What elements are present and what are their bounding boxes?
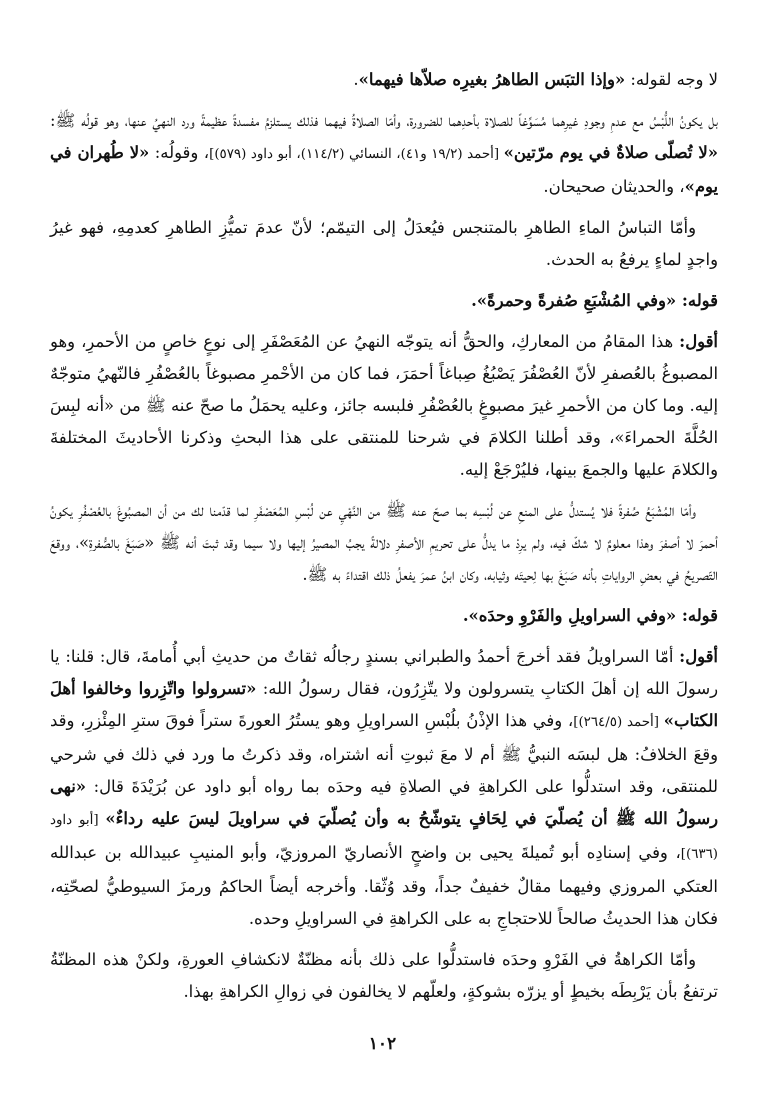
hadith-quote: «لا طُهران في يوم» [50, 143, 718, 196]
paragraph-5: وأمّا المُشْبَعُ صُفرةً فلا يُستدلُّ على المنعِ عن لُبْسِه بما صحّ عنه ﷺ من النَّهْيِ عن لُبْسِ المُعَصْفَرِ لما قدّمنا لك من أن المصبُوغَ بالعُصْفُرِ يكونُ أحمرَ لا أصفرَ وهذا معلومٌ لا شكّ فيه، ولم يرِدْ ما يدلُّ على تحريمِ الأصفرِ دلالةً يجبُ المصيرُ إليها ولا سيما وقد ثبتَ أنه ﷺ «صَبَغَ بالصُّفرةِ»، ووقعَ التّصريحُ في بعضِ الرواياتِ بأنه صَبَغَ بها لِحيتَه وثيابه، وكان ابنُ عمرَ يفعلُ ذلك اقتداءً به ﷺ. [50, 501, 718, 584]
paragraph-2 [50, 105, 718, 203]
text: لا وجه لقوله: [625, 70, 718, 89]
paragraph-1 [50, 64, 718, 96]
paragraph-7: وأمّا الكراهةُ في الفَرْوِ وحدَه فاستدلُّوا على ذلك بأنه مظنّةٌ لانكشافِ العورةِ، ولكنْ هذه المظنّةُ ترتفعُ بأن يَرْبِطَه بخيطٍ أو يزرّه بشوكةٍ، ولعلّهم لا يخالفون في زوالِ الكراهةِ بهذا. [50, 950, 718, 1001]
answer-label: أقول: [679, 332, 718, 351]
page-number: ١٠٢ [368, 1034, 397, 1054]
text: ، وفي إسنادِه أبو تُميلةَ يحيى بن واضحٍ الأنصاريّ المروزيّ، وأبو المنيبِ عبيدالله بن عبدالله العتكي المروزي وفيهما مقالٌ خفيفٌ جداً، وقد وُثّقا. وأخرجه أيضاً الحاكمُ ورمزَ السيوطيُّ لصحّتِه، فكان هذا الحديثُ صالحاً للاحتجاجِ به على الكراهةِ في السراويلِ وحده. [50, 843, 718, 928]
section-heading-2: قوله: «وفي السراويلِ والفَرْوِ وحدَه». [462, 606, 718, 625]
paragraph-4 [50, 326, 718, 486]
paragraph-3: وأمّا التباسُ الماءِ الطاهرِ بالمتنجس فيُعدَلُ إلى التيمّم؛ لأنّ عدمَ تميُّزِ الطاهرِ كعدمِهِ، فهو غيرُ واجدٍ لماءٍ يرفعُ به الحدث. [50, 218, 718, 269]
text: هذا المقامُ من المعاركِ، والحقُّ أنه يتوجّه النهيُ عن المُعَصْفَرِ إلى نوعٍ خاصٍ من الأحمرِ، وهو المصبوغُ بالعُصفرِ لأنّ العُصْفُرَ يَصْبُغُ صِباغاً أحمَرَ، فما كان من الأحْمرِ مصبوغاً بالعُصْفُرِ فالنّهيُ متوجّهٌ إليه. وما كان من الأحمرِ غيرَ مصبوغٍ بالعُصْفُرِ فلبسه جائز، وعليه يحمَلُ ما صحّ عنه ﷺ من «أنه لبِسَ الحُلَّةَ الحمراءَ»، وقد أطلنا الكلامَ في شرحنا للمنتقى على هذا البحثِ وذكرنا الأحاديثَ المختلفةَ والكلامَ عليها والجمعَ بينها، فليُرْجَعْ إليه. [50, 332, 718, 479]
hadith-quote: «لا تُصلّى صلاةٌ في يوم مرّتين» [503, 143, 718, 162]
text: أمّا السراويلُ فقد أخرجَ أحمدُ والطبراني بسندٍ رجالُه ثقاتٌ من حديثِ أبي أُمامةَ، قال: قلنا: يا رسولَ الله إن أهلَ الكتابِ يتسرولون ولا يتّزِرُون، فقال رسولُ الله: [50, 647, 718, 698]
answer-label: أقول: [679, 647, 718, 666]
quoted-text: «وإذا التبَس الطاهرُ بغيرِه صلاّها فيهما» [358, 70, 626, 89]
text: بل يكونُ اللُّبْسُ مع عدمِ وجودِ غيرِهما مُسَوِّغاً للصلاة بأحدِهما للضرورة، وأمّا الصلاةُ فيهما فذلك يستلزمُ مفسدةً عظيمةً ورد النهيُ عنها، وهو قولُه ﷺ: [50, 111, 718, 130]
paragraph-6 [50, 641, 718, 935]
text: ، والحديثان صحيحان. [543, 177, 685, 196]
text: ، وفي هذا الإذْنُ بلُبْسِ السراويلِ وهو يستُرُ العورةَ ستراً فوقَ سترِ المِئْزرِ، وقد وقعَ الخلافُ: هل لبسَه النبيُّ ﷺ أم لا معَ ثبوتِ أنه اشتراه، وقد ذكرتُ ما ورد في ذلك في شرحي للمنتقى، وقد استدلُّوا على الكراهةِ في الصلاةِ فيه وحدَه بما رواه أبو داود عن بُرَيْدَةَ قال: [50, 711, 718, 796]
citation: [أحمد (١٩/٢ و٤١)، النسائي (١١٤/٢)، أبو داود (٥٧٩)] [209, 147, 504, 162]
hadith-quote: «نهى رسولُ الله ﷺ أن يُصلّيَ في لِحَافٍ يتوشّحُ به وأن يُصلّيَ في سراويلَ ليسَ عليه رداءٌ» [50, 777, 718, 828]
page-body [50, 64, 718, 1017]
text: ، وقولُه: [149, 143, 210, 162]
citation: [أحمد (٢٦٤/٥)] [573, 715, 664, 730]
citation: [أبو داود (٦٣٦)] [50, 813, 718, 862]
hadith-quote: «تسرولوا واتّزِروا وخالفوا أهلَ الكتاب» [50, 679, 718, 730]
section-heading-1: قوله: «وفي المُشْبَعِ صُفرةً وحمرةً». [471, 291, 718, 310]
text: . [353, 70, 359, 89]
